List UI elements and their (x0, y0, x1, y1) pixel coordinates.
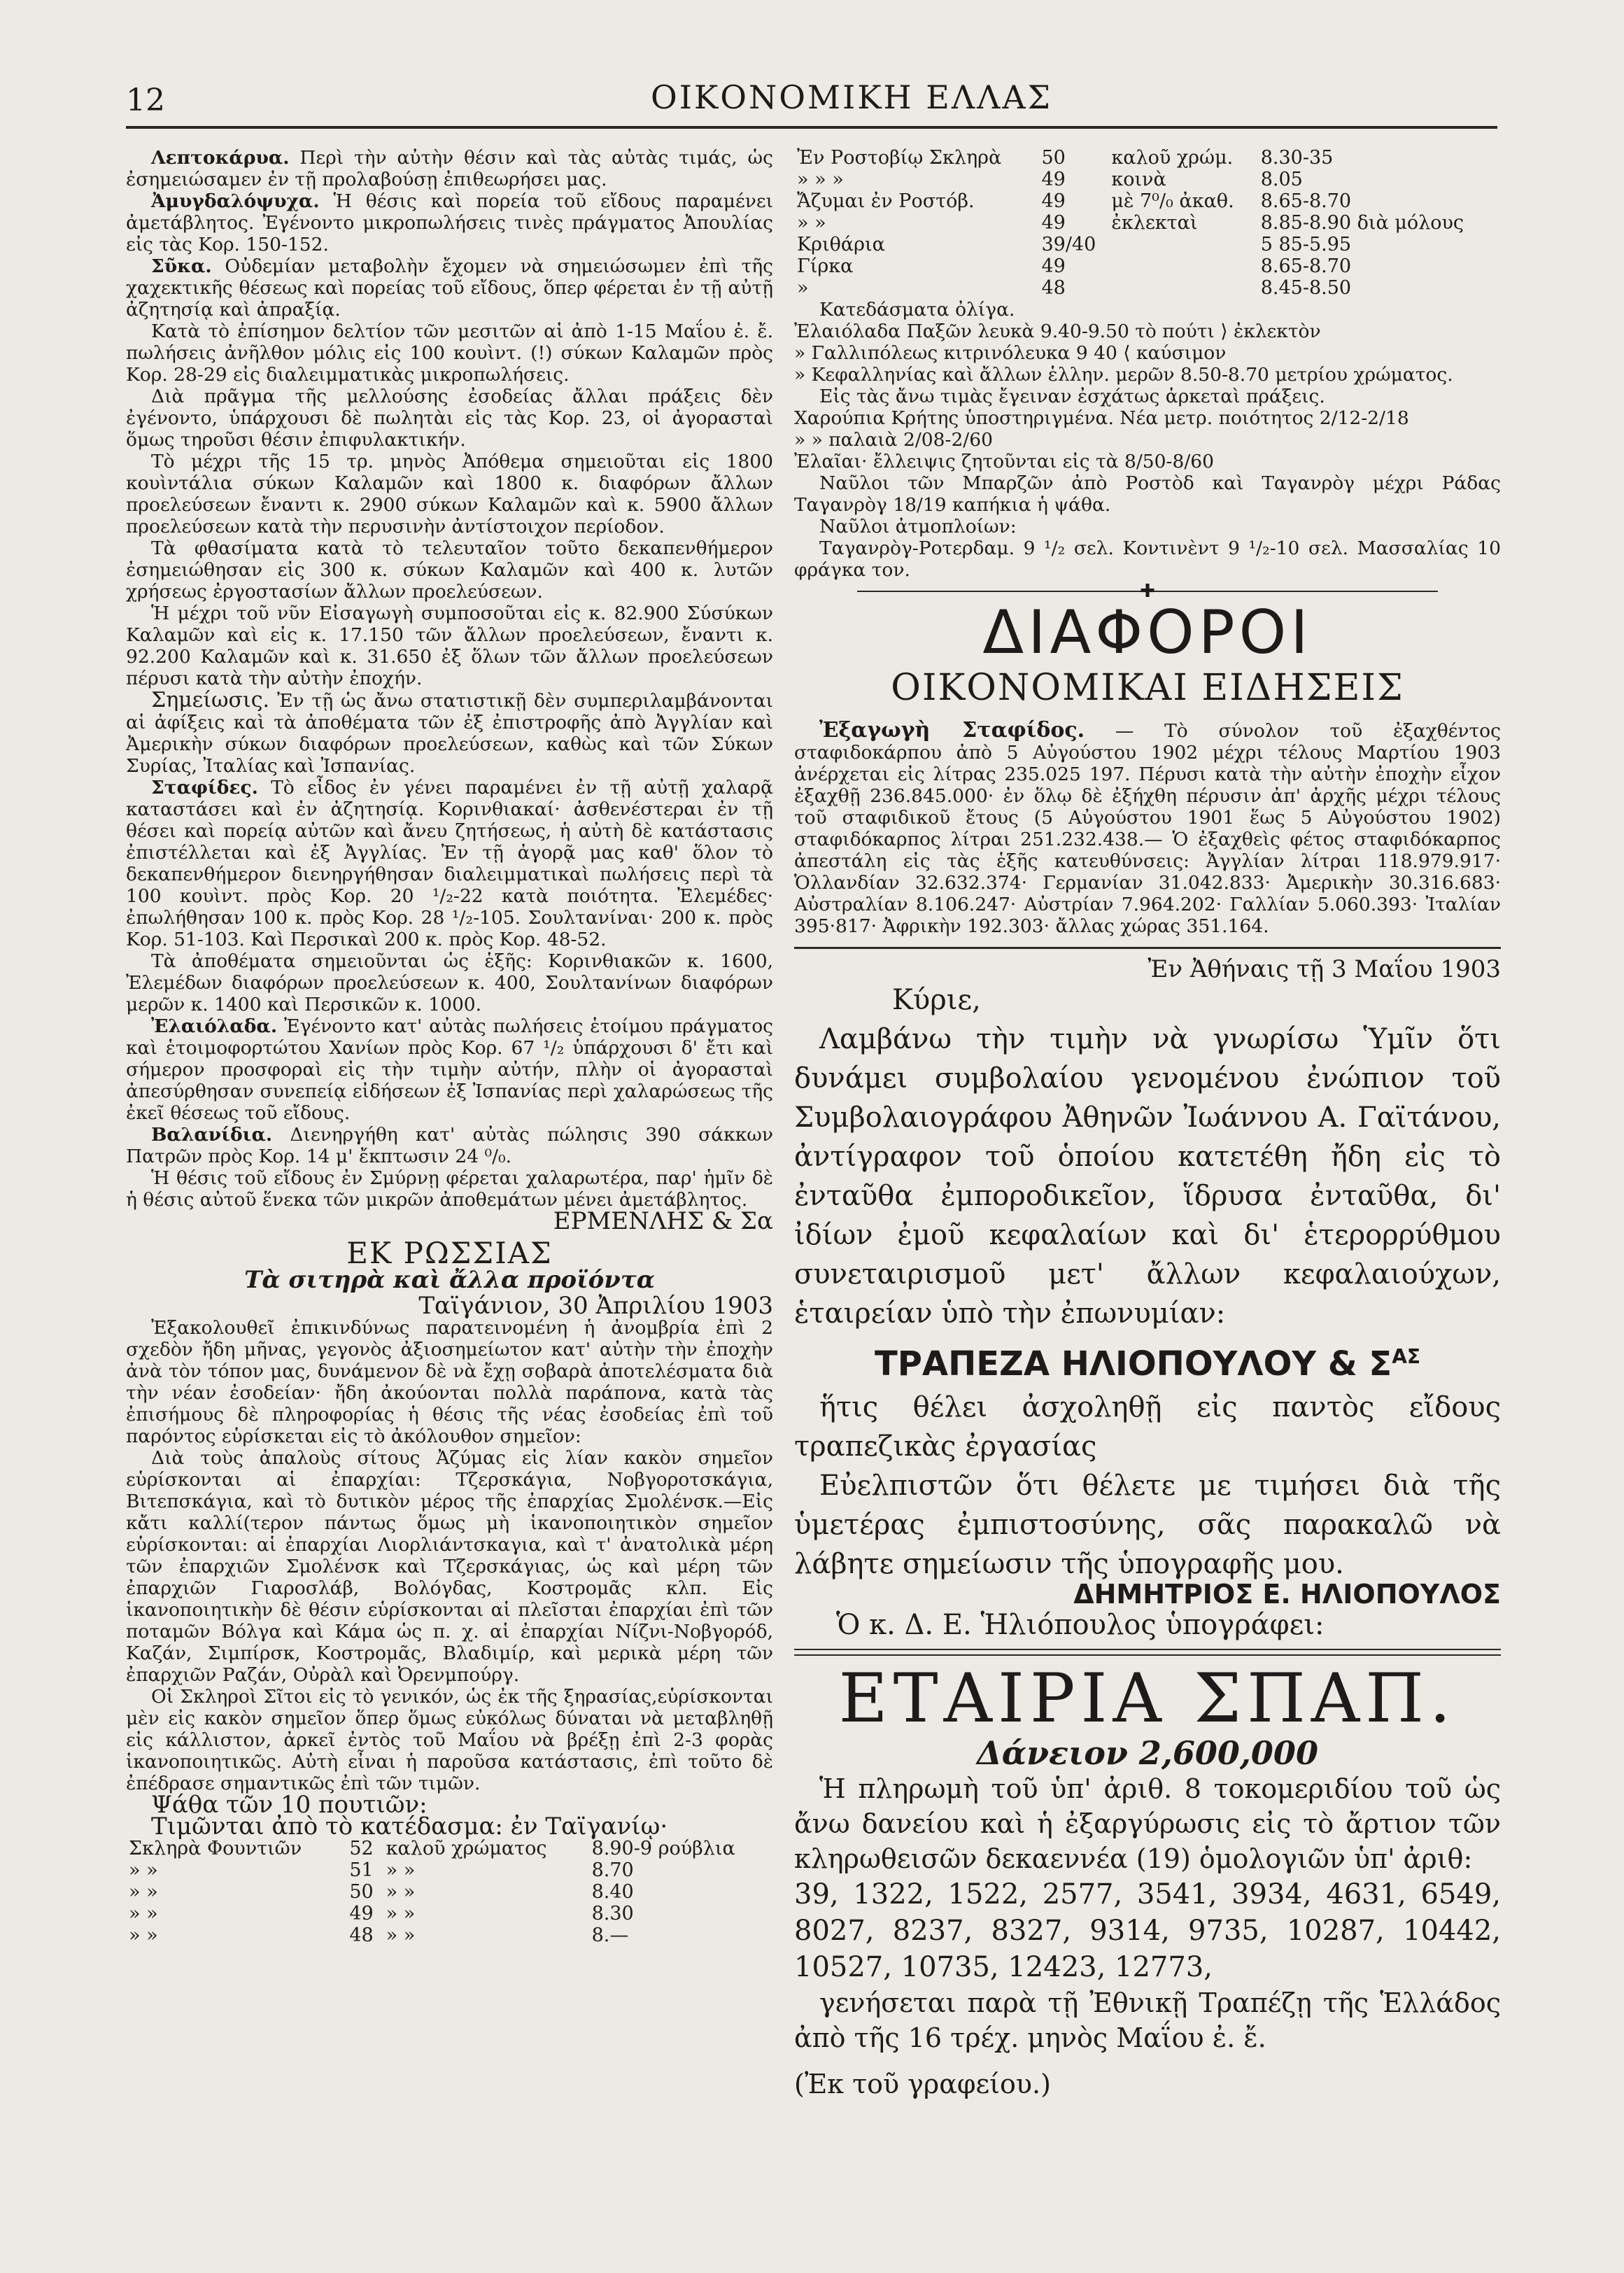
bank-name-superscript: ΑΣ (1392, 1345, 1420, 1368)
paragraph-imports: Ἡ μέχρι τοῦ νῦν Εἰσαγωγὴ συμποσοῦται εἰς κ. 82.900 Σύσύκων Καλαμῶν καὶ εἰς κ. 17.150 τῶν ἄλλων προελεύσεων, ἔναντι κ. 92.200 Καλαμῶν καὶ κ. 31.650 ἐξ ὅλων τῶν ἄλλων προελεύσεων πέρυσι κατὰ τὴν αὐτὴν ἐποχήν. (126, 603, 773, 689)
heading-figs: Σῦκα. (151, 255, 212, 277)
table-cell: 8.40 (591, 1881, 634, 1903)
table-cell: Σκληρὰ Φουντιῶν (129, 1838, 302, 1859)
table-cell: » (797, 277, 809, 299)
text-hazelnuts: Περὶ τὴν αὐτὴν θέσιν καὶ τὰς αὐτὰς τιμάς, ὡς ἐσημειώσαμεν ἐν τῇ προλαβούσῃ ἐπιθεωρήσει μας. (126, 147, 773, 190)
table-row (794, 212, 1501, 234)
table-cell: 49 (1041, 212, 1066, 234)
paragraph-raisin-stock: Τὰ ἀποθέματα σημειοῦνται ὡς ἑξῆς: Κορινθιακῶν κ. 1600, Ἐλεμέδων διαφόρων προελεύσεων κ. 400, Σουλτανίνων διαφόρων μερῶν κ. 1400 καὶ Περσικῶν κ. 1000. (126, 950, 773, 1015)
text-raisin-exports: — Τὸ σύνολον τοῦ ἐξαχθέντος σταφιδοκάρπου ἀπὸ 5 Αὐγούστου 1902 μέχρι τέλους Μαρτίου 1903 ἀνέρχεται εἰς λίτρας 235.025 197. Πέρυσι κατὰ τὴν αὐτὴν ἐποχὴν εἶχον ἐξαχθῇ 236.845.000· ἐν ὅλῳ δὲ ἐξήχθη πέρυσιν ἀπ' ἀρχῆς μέχρι τέλους τοῦ σταφιδικοῦ ἔτους (5 Αὐγούστου 1901 ἕως 5 Αὐγούστου 1902) σταφιδόκαρπος λίτραι 251.232.438.— Ὁ ἐξαχθεὶς φέτος σταφιδόκαρπος ἀπεστάλη εἰς τὰς ἑξῆς κατευθύνσεις: Ἀγγλίαν λίτραι 118.979.917· Ὁλλανδίαν 32.632.374· Γερμανίαν 31.042.833· Ἀμερικὴν 30.316.683· Αὐστραλίαν 8.106.247· Αὐστρίαν 7.964.202· Γαλλίαν 5.060.393· Ἰταλίαν 395·817· Ἀφρικὴν 192.303· ἄλλας χώρας 351.164. (794, 720, 1501, 937)
table-cell: » » (797, 212, 826, 234)
loan-title: Δάνειον 2,600,000 (977, 1734, 1318, 1772)
table-cell: καλοῦ χρώμ. (1111, 147, 1234, 169)
paragraph-next-harvest: Διὰ πρᾶγμα τῆς μελλούσης ἐσοδείας ἄλλαι πράξεις δὲν ἐγένοντο, ὑπάρχουσι δὲ πωλητὰι εἰς τὰς Κορ. 23, οἱ ἀγορασταὶ ὅμως τηροῦσι θέσιν ἐπιφυλακτικήν. (126, 386, 773, 451)
table-cell: 8.70 (591, 1859, 634, 1881)
table-cell: 8.05 (1260, 169, 1303, 190)
heading-acorns: Βαλανίδια. (151, 1124, 273, 1146)
table-row (126, 1838, 773, 1859)
table-cell: καλοῦ χρώματος (386, 1838, 547, 1859)
table-cell: κοινὰ (1111, 169, 1166, 190)
table-cell: 50 (349, 1881, 374, 1903)
table-cell: » » (129, 1881, 158, 1903)
table-cell: 8.30-35 (1260, 147, 1334, 169)
paragraph-acorns (126, 1124, 773, 1167)
table-cell: 8.85-8.90 διὰ μόλους (1260, 212, 1464, 234)
table-cell: » » (386, 1903, 416, 1924)
freight-steamers-rates: Ταγανρὸγ-Ροτερδαμ. 9 ¹/₂ σελ. Κοντινὲντ 9 ¹/₂-10 σελ. Μασσαλίας 10 φράγκα τον. (794, 537, 1501, 581)
table-row (794, 147, 1501, 169)
table-cell: » » (386, 1859, 416, 1881)
heading-note: Σημείωσις. (151, 688, 270, 712)
text-olive-oil: Ἐγένοντο κατ' αὐτὰς πωλήσεις ἑτοίμου πράγματος καὶ ἑτοιμοφορτώτου Χανίων πρὸς Κορ. 67 ¹/₂ ὑπάρχουσι δ' ἔτι καὶ σήμερον προσφοραὶ εἰς τὴν τιμὴν αὐτήν, πλὴν οἱ ἀγορασταὶ ἀπεσύρθησαν συνεπείᾳ εἰδήσεων ἐξ Ἰσπανίας περὶ χαλαρώσεως τῆς ἐκεῖ θέσεως τοῦ εἴδους. (126, 1015, 773, 1124)
paragraph-smyrna: Ἡ θέσις τοῦ εἴδους ἐν Σμύρνῃ φέρεται χαλαρωτέρα, παρ' ἡμῖν δὲ ἡ θέσις αὐτοῦ ἕνεκα τῶν μικρῶν ἀποθεμάτων μένει ἀμετάβλητος. (126, 1167, 773, 1211)
text-acorns: Διενηργήθη κατ' αὐτὰς πώλησις 390 σάκκων Πατρῶν πρὸς Κορ. 14 μ' ἔκπτωσιν 24 ⁰/₀. (126, 1124, 773, 1167)
paragraph-provinces: Διὰ τοὺς ἀπαλοὺς σίτους Ἀζύμας εἰς λίαν κακὸν σημεῖον εὑρίσκονται αἱ ἐπαρχίαι: Τζερσκάγια, Νοβγοροτσκάγια, Βιτεπσκάγια, καὶ τὸ δυτικὸν μέρος τῆς ἐπαρχίας Σμολένσκ.—Εἰς κἄτι καλλί(τερον πάντως ὅμως μὴ ἱκανοποιητικὸν σημεῖον εὑρίσκονται: αἱ ἐπαρχίαι Λιορλιάντσκαγια, καὶ τ' ἀνατολικὰ μέρη τῶν ἐπαρχιῶν Σμολένσκ καὶ Τζερσκάγιας, ὡς καὶ μέρη τῶν ἐπαρχιῶν Γιαροσλάβ, Βολόγδας, Κοστρομᾶς κλπ. Εἰς ἱκανοποιητικὴν δὲ θέσιν εὑρίσκονται αἱ πλεῖσται ἐπαρχίαι ἐπὶ τῶν ποταμῶν Βόλγα καὶ Κάμα ὡς π. χ. αἱ ἐπαρχίαι Νίζνι-Νοβγορόδ, Καζάν, Σιμπίρσκ, Κοστρομᾶς, Βλαδιμίρ, καὶ μερικὰ μέρη τῶν ἐπαρχιῶν Ραζάν, Οὐρὰλ καὶ Ὀρενμπούργ. (126, 1447, 773, 1686)
table-cell: 8.— (591, 1924, 629, 1946)
table-cell: 49 (1041, 255, 1066, 277)
table-cell: 49 (349, 1903, 374, 1924)
section-title-various: ΔΙΑΦΟΡΟΙ (982, 598, 1313, 668)
table-cell (1108, 277, 1257, 299)
table-row (126, 1881, 773, 1903)
heading-hazelnuts: Λεπτοκάρυα. (151, 147, 290, 169)
paragraph-arrivals: Τὰ φθασίματα κατὰ τὸ τελευταῖον τοῦτο δεκαπενθήμερον ἐσημειώθησαν εἰς 300 κ. σύκων Καλαμῶν καὶ 400 κ. λυτῶν χρήσεως ἐργοστασίων ἄλλων προελεύσεων. (126, 537, 773, 603)
text-almonds: Ἡ θέσις καὶ πορεία τοῦ εἴδους παραμένει ἀμετάβλητος. Ἐγένοντο μικροπωλήσεις τινὲς πράγματος Ἀπουλίας εἰς τὰς Κορ. 150-152. (126, 190, 773, 255)
table-cell: Κριθάρια (797, 234, 885, 255)
table-cell: 49 (1041, 169, 1066, 190)
carob-line-new: Χαρούπια Κρήτης ὑποστηριγμένα. Νέα μετρ. ποιότητος 2/12-2/18 (794, 407, 1409, 429)
text-note: Ἐν τῇ ὡς ἄνω στατιστικῇ δὲν συμπεριλαμβάνονται αἱ ἀφίξεις καὶ τὰ ἀποθέματα τῶν ἐξ ἐπιστροφῆς ἀπὸ Ἀγγλίαν καὶ Ἀμερικὴν σύκων διαφόρων προελεύσεων, καθὼς καὶ τῶν Σύκων Συρίας, Ἰταλίας καὶ Ἰσπανίας. (126, 690, 773, 777)
letter-salutation: Κύριε, (892, 984, 981, 1016)
table-cell (1108, 234, 1257, 255)
page-number: 12 (126, 83, 165, 118)
text-raisins: Τὸ εἶδος ἐν γένει παραμένει ἐν τῇ αὐτῇ χαλαρᾷ καταστάσει καὶ ἐν ἀζητησίᾳ. Κορινθιακαί· ἀσθενέστεραι ἐν τῇ θέσει καὶ πορείᾳ αὐτῶν καὶ ἄνευ ζητήσεως, ἡ αὐτὴ δὲ κατάστασις ἐπιστέλλεται καὶ ἐξ Ἀγγλίας. Ἐν τῇ ἀγορᾷ μας καθ' ὅλον τὸ δεκαπενθήμερον διενηργήθησαν διαλειμματικαὶ πωλήσεις περὶ τὰ 100 κουὶντ. πρὸς Κορ. 20 ¹/₂-22 κατὰ ποιότητα. Ἐλεμέδες· ἐπωλήθησαν 100 κ. πρὸς Κορ. 28 ¹/₂-105. Σουλτανίναι· 200 κ. πρὸς Κορ. 51-103. Καὶ Περσικαὶ 200 κ. πρὸς Κορ. 48-52. (126, 777, 773, 950)
table-cell: 8.65-8.70 (1260, 190, 1352, 212)
oil-line-paxoi: Ἐλαιόλαδα Παξῶν λευκὰ 9.40-9.50 τὸ πούτι ⟩ ἐκλεκτὸν (794, 321, 1321, 342)
section-subtitle-economic-news: ΟΙΚΟΝΟΜΙΚΑΙ ΕΙΔΗΣΕΙΣ (891, 667, 1404, 709)
prices-subheading: Τιμῶνται ἀπὸ τὸ κατέδασμα: ἐν Ταϊγανίῳ· (151, 1813, 668, 1841)
table-cell: » » (129, 1924, 158, 1946)
table-cell: 8.30 (591, 1903, 634, 1924)
table-cell: 39/40 (1041, 234, 1096, 255)
company-title: ΕΤΑΙΡΙΑ ΣΠΑΠ. (838, 1659, 1457, 1738)
subsection-title-grains: Τὰ σιτηρὰ καὶ ἄλλα προϊόντα (244, 1266, 655, 1294)
letter-signer: ΔΗΜΗΤΡΙΟΣ Ε. ΗΛΙΟΠΟΥΛΟΣ (1073, 1579, 1501, 1610)
header-rule (126, 126, 1497, 129)
paragraph-almonds (126, 190, 773, 255)
source-note: (Ἐκ τοῦ γραφείου.) (794, 2069, 1051, 2099)
heading-olive-oil: Ἐλαιόλαδα. (151, 1015, 278, 1037)
table-cell: » » (386, 1881, 416, 1903)
table-cell: » » » (797, 169, 844, 190)
paragraph-raisins (126, 777, 773, 950)
freight-steamers-title: Ναῦλοι ἀτμοπλοίων: (819, 516, 1017, 537)
signature: ΕΡΜΕΝΛΗΣ & Σα (553, 1207, 773, 1235)
paragraph-raisin-exports (794, 719, 1501, 937)
paragraph-olive-oil (126, 1015, 773, 1124)
bond-notice: Ἡ πληρωμὴ τοῦ ὑπ' ἀριθ. 8 τοκομεριδίου τοῦ ὡς ἄνω δανείου καὶ ἡ ἐξαργύρωσις εἰς τὸ ἄρτιον τῶν κληρωθεισῶν δεκαεννέα (19) ὁμολογιῶν ὑπ' ἀριθ: (794, 1773, 1501, 1874)
rostov-price-table (794, 147, 1501, 299)
olives-line: Ἐλαῖαι· ἔλλειψις ζητοῦνται εἰς τὰ 8/50-8/60 (794, 451, 1214, 472)
table-cell: 8.45-8.50 (1260, 277, 1352, 299)
paragraph-hard-wheat: Οἱ Σκληροὶ Σῖτοι εἰς τὸ γενικόν, ὡς ἐκ τῆς ξηρασίας,εὑρίσκονται μὲν εἰς κακὸν σημεῖον ὅπερ ὅμως εὐκόλως δύναται νὰ μεταβληθῇ εἰς κάλλιστον, ἀρκεῖ ἐντὸς τοῦ Μαΐου νὰ βρέξῃ ἐπὶ 2-3 φορὰς ἱκανοποιητικῶς. Αὐτὴ εἶναι ἡ παροῦσα κατάστασις, ἐπὶ τοῦτο δὲ ἐπέδρασε σημαντικῶς ἐπὶ τῶν τιμῶν. (126, 1686, 773, 1794)
landings-note: Κατεδάσματα ὀλίγα. (819, 299, 1015, 321)
oil-line-kefalonia: » Κεφαλληνίας καὶ ἄλλων ἑλλην. μερῶν 8.50-8.70 μετρίου χρώματος. (794, 364, 1453, 386)
table-row (794, 277, 1501, 299)
heading-raisins: Σταφίδες. (151, 777, 258, 798)
left-column (126, 147, 773, 1946)
oil-line-gallipoli: » Γαλλιπόλεως κιτρινόλευκα 9 40 ⟨ καύσιμον (794, 342, 1227, 364)
table-row (794, 234, 1501, 255)
table-cell (1108, 255, 1257, 277)
table-cell: Γίρκα (797, 255, 854, 277)
bank-name-text: ΤΡΑΠΕΖΑ ΗΛΙΟΠΟΥΛΟΥ & Σ (875, 1344, 1392, 1384)
section-rule (794, 1649, 1501, 1650)
bank-name (794, 1344, 1501, 1384)
prices-heading: Ψάθα τῶν 10 πουτιῶν: (151, 1791, 428, 1819)
table-cell: » » (386, 1924, 416, 1946)
signature-caption: Ὁ κ. Δ. Ε. Ἡλιόπουλος ὑπογράφει: (836, 1609, 1325, 1641)
letter-body: Λαμβάνω τὴν τιμὴν νὰ γνωρίσω Ὑμῖν ὅτι δυνάμει συμβολαίου γενομένου ἐνώπιον τοῦ Συμβολαιογράφου Ἀθηνῶν Ἰωάννου Α. Γαϊτάνου, ἀντίγραφον τοῦ ὁποίου κατετέθη ἤδη εἰς τὸ ἐνταῦθα ἐμποροδικεῖον, ἵδρυσα ἐνταῦθα, δι' ἰδίων ἐμοῦ κεφαλαίων καὶ δι' ἑτερορρύθμου συνεταιρισμοῦ μετ' ἄλλων κεφαλαιούχων, ἑταιρείαν ὑπὸ τὴν ἐπωνυμίαν: (794, 1023, 1501, 1330)
cross-ornament-icon: ✚ (1140, 581, 1155, 602)
taganrog-price-table (126, 1838, 773, 1946)
paragraph-hazelnuts (126, 147, 773, 190)
table-row (794, 255, 1501, 277)
paragraph-brokers: Κατὰ τὸ ἐπίσημον δελτίον τῶν μεσιτῶν αἱ ἀπὸ 1-15 Μαΐου ἐ. ἔ. πωλήσεις ἀνῆλθον μόλις εἰς 100 κουὶντ. (!) σύκων Καλαμῶν πρὸς Κορ. 28-29 εἰς διαλειμματικὰς μικροπωλήσεις. (126, 321, 773, 386)
bond-numbers: 39, 1322, 1522, 2577, 3541, 3934, 4631, 6549, 8027, 8237, 8327, 9314, 9735, 10287, 10442, 10527, 10735, 12423, 12773, (794, 1878, 1501, 1983)
text-figs: Οὐδεμίαν μεταβολὴν ἔχομεν νὰ σημειώσωμεν ἐπὶ τῆς χαχεκτικῆς θέσεως καὶ πορείας τοῦ εἴδους, ὅπερ φέρεται ἐν τῇ αὐτῇ ἀζητησίᾳ καὶ ἀπραξίᾳ. (126, 255, 773, 321)
letter-closing: Εὐελπιστῶν ὅτι θέλετε με τιμήσει διὰ τῆς ὑμετέρας ἐμπιστοσύνης, σᾶς παρακαλῶ νὰ λάβητε σημείωσιν τῆς ὑπογραφῆς μου. (794, 1470, 1501, 1580)
running-title: ΟΙΚΟΝΟΜΙΚΗ ΕΛΛΑΣ (651, 78, 1053, 116)
table-row (794, 190, 1501, 212)
table-cell: Ἐν Ροστοβίῳ Σκληρὰ (797, 147, 1002, 169)
carob-line-old: » » παλαιὰ 2/08-2/60 (794, 429, 993, 451)
table-cell: 49 (1041, 190, 1066, 212)
table-cell: 5 85-5.95 (1260, 234, 1352, 255)
heading-almonds: Ἀμυγδαλόψυχα. (151, 190, 320, 212)
table-cell: 52 (349, 1838, 374, 1859)
letter-purpose: ἥτις θέλει ἀσχοληθῇ εἰς παντὸς εἴδους τραπεζικὰς ἐργασίας (794, 1391, 1501, 1463)
table-cell: 8.65-8.70 (1260, 255, 1352, 277)
paragraph-note (126, 689, 773, 777)
ornament-divider (857, 581, 1438, 602)
table-cell: 48 (349, 1924, 374, 1946)
table-cell: » » (129, 1859, 158, 1881)
section-rule (794, 947, 1501, 949)
heading-raisin-exports: Ἐξαγωγὴ Σταφίδος. (819, 718, 1085, 743)
section-rule (794, 1654, 1501, 1656)
table-cell: 50 (1041, 147, 1066, 169)
table-cell: 51 (349, 1859, 374, 1881)
prices-note: Εἰς τὰς ἄνω τιμὰς ἔγειναν ἐσχάτως ἀρκεταὶ πράξεις. (819, 386, 1325, 407)
paragraph-figs (126, 255, 773, 321)
table-row (126, 1924, 773, 1946)
table-cell: μὲ 7⁰/₀ ἀκαθ. (1111, 190, 1234, 212)
table-cell: ἐκλεκταὶ (1111, 212, 1198, 234)
table-cell: 48 (1041, 277, 1066, 299)
right-column (794, 147, 1501, 2102)
table-cell: » » (129, 1903, 158, 1924)
freight-barges: Ναῦλοι τῶν Μπαρζῶν ἀπὸ Ροστὸδ καὶ Ταγανρὸγ μέχρι Ράδας Ταγανρὸγ 18/19 καπήκια ἡ ψάθα. (794, 472, 1501, 516)
paragraph-stock: Τὸ μέχρι τῆς 15 τρ. μηνὸς Ἀπόθεμα σημειοῦται εἰς 1800 κουὶντάλια σύκων Καλαμῶν καὶ 1800 κ. διαφόρων ἄλλων προελεύσεων ἔναντι κ. 2900 σύκων Καλαμῶν καὶ κ. 5900 ἄλλων προελεύσεων κατὰ τὴν περυσινὴν ἀντίστοιχον περίοδον. (126, 451, 773, 537)
table-row (794, 169, 1501, 190)
section-title-russia: ΕΚ ΡΩΣΣΙΑΣ (346, 1236, 553, 1270)
dateline: Ταϊγάνιον, 30 Ἀπριλίου 1903 (418, 1292, 773, 1320)
table-cell: 8.90-9 ρούβλια (591, 1838, 735, 1859)
paragraph-drought: Ἐξακολουθεῖ ἐπικινδύνως παρατεινομένη ἡ ἀνομβρία ἐπὶ 2 σχεδὸν ἤδη μῆνας, γεγονὸς ἀξιοσημείωτον κατ' αὐτὴν τὴν ἐποχὴν ἀνὰ τὸν τόπον μας, δυνάμενον δὲ νὰ ἔχῃ σοβαρὰ ἀποτελέσματα διὰ τὴν νέαν ἐσοδείαν· ἤδη ἀκούονται πολλὰ παράπονα, κατὰ τὰς ἐπισήμους δὲ πληροφορίας ἡ θέσις τῆς νέας ἐσοδείας ἐπὶ τοῦ παρόντος εὑρίσκεται εἰς τὸ ἀκόλουθον σημεῖον: (126, 1317, 773, 1447)
table-row (126, 1903, 773, 1924)
table-cell: Ἄζυμαι ἐν Ροστόβ. (797, 190, 975, 212)
letter-date: Ἐν Ἀθήναις τῇ 3 Μαΐου 1903 (1148, 955, 1501, 983)
bond-payment-location: γενήσεται παρὰ τῇ Ἐθνικῇ Τραπέζῃ τῆς Ἑλλάδος ἀπὸ τῆς 16 τρέχ. μηνὸς Μαΐου ἐ. ἔ. (794, 1987, 1501, 2053)
table-row (126, 1859, 773, 1881)
